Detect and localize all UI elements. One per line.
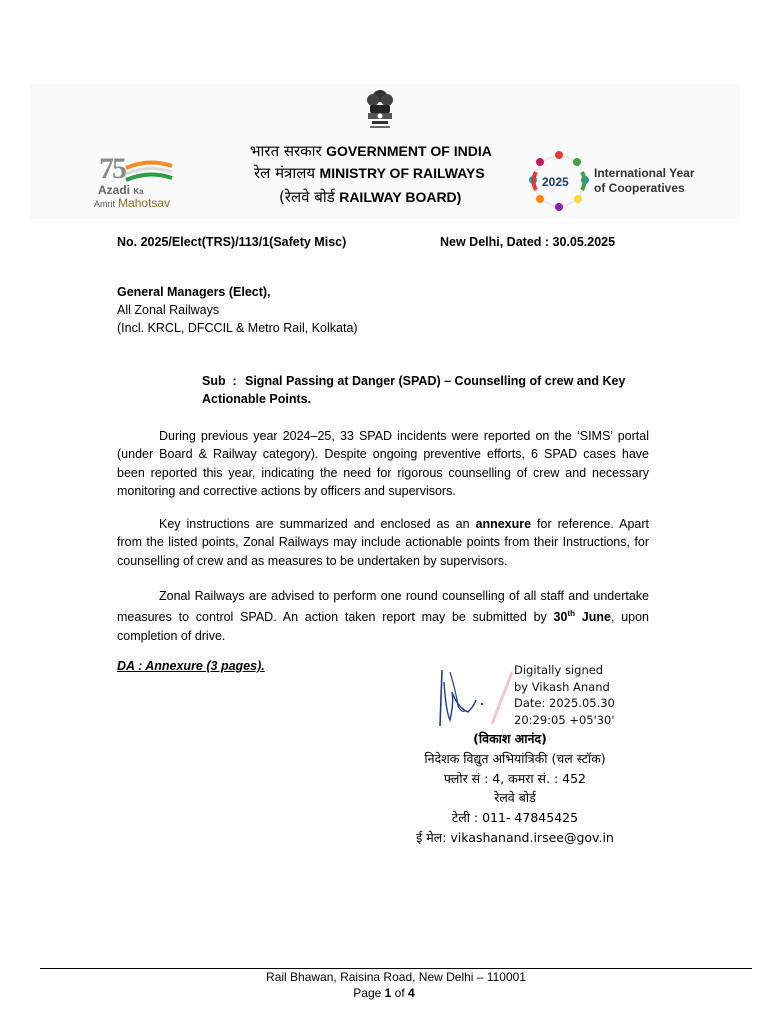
addressee-line-3: (Incl. KRCL, DFCCIL & Metro Rail, Kolkata) bbox=[117, 321, 358, 335]
digital-signature-line-1: Digitally signed bbox=[514, 663, 604, 677]
national-emblem-icon bbox=[362, 88, 398, 134]
footer-page-current: 1 bbox=[384, 986, 392, 1000]
signatory-email: ई मेल: vikashanand.irsee@gov.in bbox=[416, 830, 614, 845]
iyc-logo-year: 2025 bbox=[542, 175, 569, 189]
digital-signature-line-4: 20:29:05 +05'30' bbox=[514, 712, 615, 727]
footer-address: Rail Bhawan, Raisina Road, New Delhi – 110001 bbox=[266, 970, 526, 984]
azadi-logo-text-2b: Mahotsav bbox=[118, 196, 171, 210]
reference-number: No. 2025/Elect(TRS)/113/1(Safety Misc) bbox=[117, 235, 347, 249]
addressee-title: General Managers (Elect), bbox=[117, 285, 271, 299]
para3-text-a: Zonal Railways are advised to perform one round counselling of all staff and undertake measures to control SPAD. An action taken report may be submitted by bbox=[117, 589, 649, 625]
header-hi-1: भारत सरकार bbox=[250, 142, 322, 160]
enclosure-note: DA : Annexure (3 pages). bbox=[117, 659, 265, 673]
iyc-logo-text-2: of Cooperatives bbox=[594, 181, 685, 195]
signatory-tel: टेली : 011- 47845425 bbox=[451, 810, 579, 825]
footer-page-total: 4 bbox=[408, 986, 415, 1000]
azadi-logo-number: 75 bbox=[99, 152, 125, 185]
footer-page-prefix: Page bbox=[353, 986, 385, 1000]
signatory-office: रेलवे बोर्ड bbox=[494, 790, 536, 805]
header-en-3: RAILWAY BOARD) bbox=[339, 189, 462, 205]
reference-date: New Delhi, Dated : 30.05.2025 bbox=[440, 235, 616, 249]
azadi-logo-text-1: Azadi bbox=[98, 183, 131, 197]
para3-sup: th bbox=[567, 609, 576, 619]
header-line-1 bbox=[250, 141, 492, 161]
digital-signature-line-3: Date: 2025.05.30 bbox=[514, 696, 615, 710]
header-line-3 bbox=[279, 187, 461, 207]
iyc-logo bbox=[528, 148, 698, 216]
para3-month: June bbox=[581, 610, 611, 625]
body-paragraph-3 bbox=[117, 587, 649, 645]
header-hi-3: (रेलवे बोर्ड bbox=[279, 188, 335, 206]
header-en-1: GOVERNMENT OF INDIA bbox=[326, 143, 492, 159]
body-paragraph-1 bbox=[117, 427, 649, 500]
signatory-name: (विकाश आनंद) bbox=[473, 731, 547, 746]
para1-text: During previous year 2024–25, 33 SPAD incidents were reported on the ‘SIMS’ portal (under Board & Railway category). Despite ongoing preventive efforts, 6 SPAD cases have been reported this year, indicating the need for rigorous counselling of crew and necessary monitoring and corrective actions by officers and supervisors. bbox=[117, 429, 649, 498]
signature-icon bbox=[432, 662, 492, 732]
para2-text-c: for reference. Apart from the listed points, Zonal Railways may include actionable points from their Instructions, for counselling of crew and as measures to be undertaken by supervisors. bbox=[117, 517, 649, 568]
azadi-logo bbox=[94, 152, 194, 214]
header-line-2 bbox=[254, 163, 485, 183]
subject-line-1: Signal Passing at Danger (SPAD) – Counselling of crew and Key bbox=[245, 374, 626, 388]
footer-page-mid: of bbox=[391, 986, 409, 1000]
para3-date: 30 bbox=[553, 610, 568, 625]
header-hi-2: रेल मंत्रालय bbox=[254, 164, 316, 182]
footer-page-number bbox=[0, 986, 768, 1000]
digital-signature-line-2: by Vikash Anand bbox=[514, 679, 610, 694]
addressee-line-2: All Zonal Railways bbox=[117, 303, 220, 317]
para2-text-a: Key instructions are summarized and enclosed as an bbox=[159, 517, 476, 531]
footer-divider bbox=[40, 968, 752, 969]
body-paragraph-2 bbox=[117, 515, 649, 570]
subject-label: Sub : bbox=[202, 374, 237, 388]
subject-line-2: Actionable Points. bbox=[202, 392, 312, 406]
azadi-logo-text-2a: Amrit bbox=[94, 199, 115, 209]
signatory-floor: फ्लोर सं : 4, कमरा सं. : 452 bbox=[444, 771, 586, 786]
header-en-2: MINISTRY OF RAILWAYS bbox=[319, 165, 485, 181]
azadi-logo-ka: Ka bbox=[133, 187, 144, 196]
signatory-designation: निदेशक विद्युत अभियांत्रिकी (चल स्टॉक) bbox=[424, 751, 606, 766]
para3-text-d: , upon completion of drive. bbox=[117, 610, 650, 643]
para2-annexure: annexure bbox=[475, 517, 532, 531]
tricolor-swoosh-icon bbox=[124, 160, 174, 182]
digital-signature-block bbox=[514, 662, 615, 728]
iyc-logo-text-1: International Year bbox=[594, 166, 695, 180]
